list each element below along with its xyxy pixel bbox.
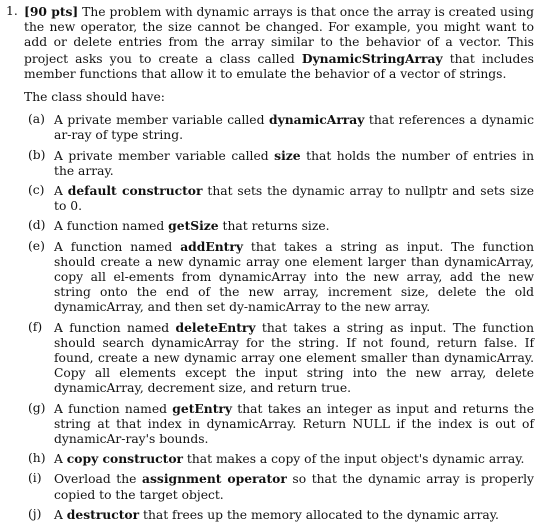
item-label: (e) [28,238,45,253]
document [6,4,534,527]
item-text: Overload the [54,472,142,487]
item-keyword: addEntry [180,238,243,254]
item-keyword: assignment operator [142,471,287,487]
item-keyword: destructor [66,506,140,522]
item-text: A [54,507,67,522]
item-text-end: so that the dynamic array is properly copied to the target object. [54,472,534,502]
item-label: (g) [28,400,46,415]
problem-statement [6,4,534,82]
requirement-item-h [6,451,534,467]
item-keyword: dynamicArray [268,112,365,128]
requirement-item-f [6,320,534,397]
item-label: (a) [28,112,45,127]
item-text: A function named [54,219,169,234]
item-text: A [54,184,68,199]
item-label: (c) [28,183,45,198]
item-keyword: default constructor [67,183,203,199]
item-text: A private member variable called [54,148,275,163]
class-name: DynamicStringArray [301,50,443,66]
requirements-list [6,112,534,523]
item-text-end: that returns size. [218,219,330,234]
item-text-end: that references a dynamic ar-ray of type string. [54,113,534,143]
problem-intro-text: The problem with dynamic arrays is that once the array is created using the new operator, the size cannot be changed. For example, you might want to add or delete entries from the array similar to the behavior of a vector. This project asks you to create a class called [24,5,535,66]
item-label: (h) [28,451,46,466]
requirement-item-g [6,401,534,448]
requirement-item-c [6,183,534,214]
item-label: (b) [28,147,46,162]
problem-points: [90 pts] [24,4,79,19]
item-text-end: that holds the number of entries in the array. [54,148,534,178]
item-keyword: deleteEntry [175,319,256,335]
item-label: (j) [28,506,42,521]
item-text: A function named [54,320,176,335]
problem-intro-text-end: that includes member functions that allow it to emulate the behavior of a vector of strings. [24,51,534,81]
item-keyword: getEntry [172,400,233,416]
item-label: (d) [28,218,46,233]
requirement-item-j [6,507,534,523]
item-text-end: that takes a string as input. The function should create a new dynamic array one element larger than dynamicArray, copy all el-ements from dynamicArray into the new array, add the new string onto the end of the new array, increment size, delete the old dynamicArray, and then set dy-namicArray to the new array. [54,239,534,315]
problem-number: 1. [6,4,18,18]
item-text-end: that takes a string as input. The function should search dynamicArray for the string. If not found, return false. If found, create a new dynamic array one element smaller than dynamicArray. Copy all elements except the input string into the new array, delete dynamicArray, decrement size, and return true. [54,320,534,396]
item-label: (f) [28,319,43,334]
requirement-item-e [6,239,534,316]
item-text: A function named [54,401,173,416]
item-text-end: that takes an integer as input and returns the string at that index in dynamicArray. Return NULL if the index is out of dynamicAr-ray's bounds. [54,401,534,447]
requirement-item-b [6,148,534,179]
item-keyword: copy constructor [66,451,184,467]
item-text-end: that sets the dynamic array to nullptr and sets size to 0. [54,184,534,214]
item-text: A function named [54,239,181,254]
item-text-end: that makes a copy of the input object's dynamic array. [183,452,525,467]
item-text-end: that frees up the memory allocated to the dynamic array. [139,507,499,522]
requirement-item-a [6,112,534,143]
requirement-item-d [6,218,534,234]
item-text: A [54,452,67,467]
requirement-item-i [6,471,534,502]
item-text: A private member variable called [54,113,269,128]
item-label: (i) [28,471,42,486]
requirements-intro: The class should have: [24,90,165,105]
item-keyword: size [274,147,301,163]
item-keyword: getSize [168,218,219,234]
